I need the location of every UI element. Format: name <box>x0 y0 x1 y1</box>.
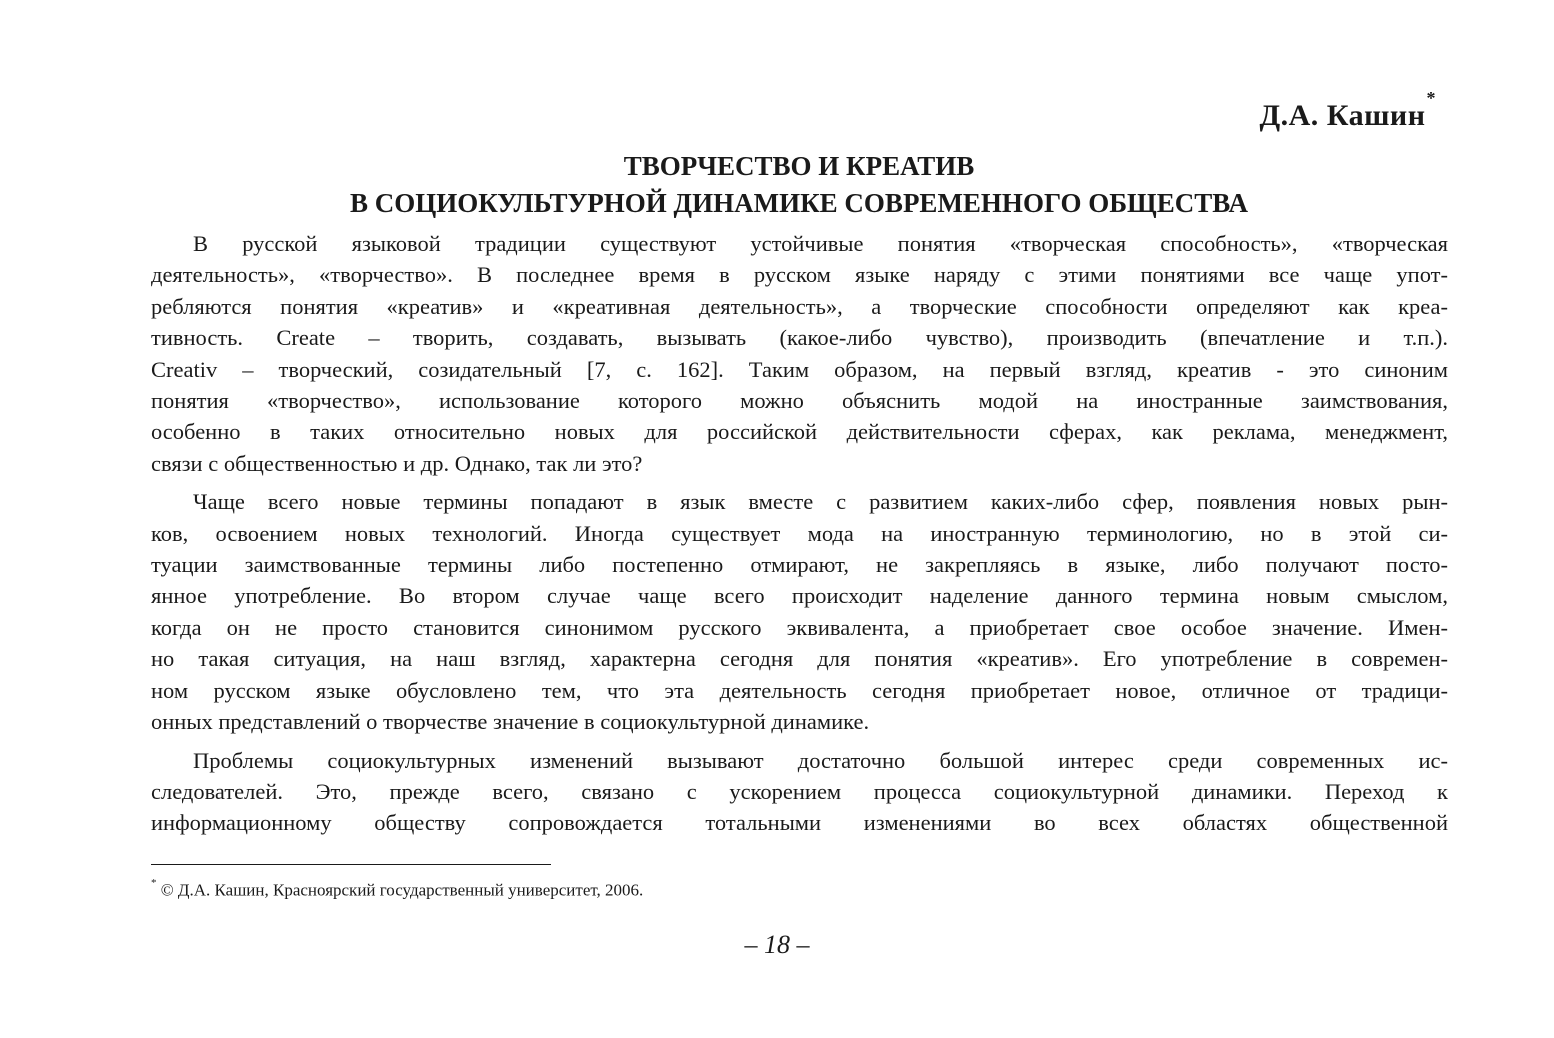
paragraph-line: тивность. Create – творить, создавать, вызывать (какое-либо чувство), производить (впечатление и т.п.). <box>151 325 1448 351</box>
page-number: – 18 – <box>744 930 810 959</box>
article-title <box>150 148 1448 222</box>
article-body <box>151 228 1448 846</box>
paragraph-2 <box>151 486 1448 737</box>
paragraph-line: В русской языковой традиции существуют устойчивые понятия «творческая способность», «творческая <box>193 231 1448 256</box>
paragraph-line: особенно в таких относительно новых для российской действительности сферах, как реклама, менеджмент, <box>151 419 1448 445</box>
paragraph-line: Чаще всего новые термины попадают в язык вместе с развитием каких-либо сфер, появления новых рын- <box>193 489 1448 515</box>
title-line-2: В СОЦИОКУЛЬТУРНОЙ ДИНАМИКЕ СОВРЕМЕННОГО ОБЩЕСТВА <box>349 188 1249 218</box>
paragraph-line: туации заимствованные термины либо постепенно отмирают, не закрепляясь в языке, либо получают посто- <box>151 552 1448 578</box>
footnote <box>151 877 644 901</box>
paragraph-line: информационному обществу сопровождается тотальными изменениями во всех областях общественной <box>151 810 1448 836</box>
paragraph-line: когда он не просто становится синонимом русского эквивалента, а приобретает свое особое значение. Имен- <box>151 614 1448 640</box>
paragraph-line: деятельность», «творчество». В последнее время в русском языке наряду с этими понятиями все чаще упот- <box>151 262 1448 288</box>
footnote-mark: * <box>151 877 157 889</box>
paragraph-line: янное употребление. Во втором случае чаще всего происходит наделение данного термина новым смыслом, <box>151 583 1448 609</box>
paragraph-line: Creativ – творческий, созидательный [7, с. 162]. Таким образом, на первый взгляд, креатив - это синоним <box>151 356 1448 382</box>
paragraph-line: следователей. Это, прежде всего, связано с ускорением процесса социокультурной динамики. Переход к <box>151 778 1448 804</box>
paragraph-line: связи с общественностью и др. Однако, так ли это? <box>151 450 643 476</box>
paragraph-line: ков, освоением новых технологий. Иногда существует мода на иностранную терминологию, но в этой си- <box>151 520 1448 546</box>
paragraph-1 <box>151 228 1448 479</box>
paragraph-line: понятия «творчество», использование которого можно объяснить модой на иностранные заимствования, <box>151 388 1448 414</box>
paragraph-line: ребляются понятия «креатив» и «креативная деятельность», а творческие способности определяют как креа- <box>151 293 1448 319</box>
footnote-divider <box>151 864 551 865</box>
title-line-1: ТВОРЧЕСТВО И КРЕАТИВ <box>623 151 975 181</box>
author-name-text: Д.А. Кашин <box>1259 99 1426 132</box>
paragraph-line: ном русском языке обусловлено тем, что эта деятельность сегодня приобретает новое, отличное от традици- <box>151 677 1448 703</box>
paragraph-line: онных представлений о творчестве значение в социокультурной динамике. <box>151 709 870 735</box>
paragraph-3 <box>151 745 1448 839</box>
footnote-text: © Д.А. Кашин, Красноярский государственный университет, 2006. <box>160 880 644 900</box>
paragraph-line: Проблемы социокультурных изменений вызывают достаточно большой интерес среди современных ис- <box>193 747 1448 773</box>
author-name <box>1259 88 1436 133</box>
paragraph-line: но такая ситуация, на наш взгляд, характерна сегодня для понятия «креатив». Его употребление в современ- <box>151 646 1448 672</box>
author-footnote-mark: * <box>1426 88 1436 108</box>
